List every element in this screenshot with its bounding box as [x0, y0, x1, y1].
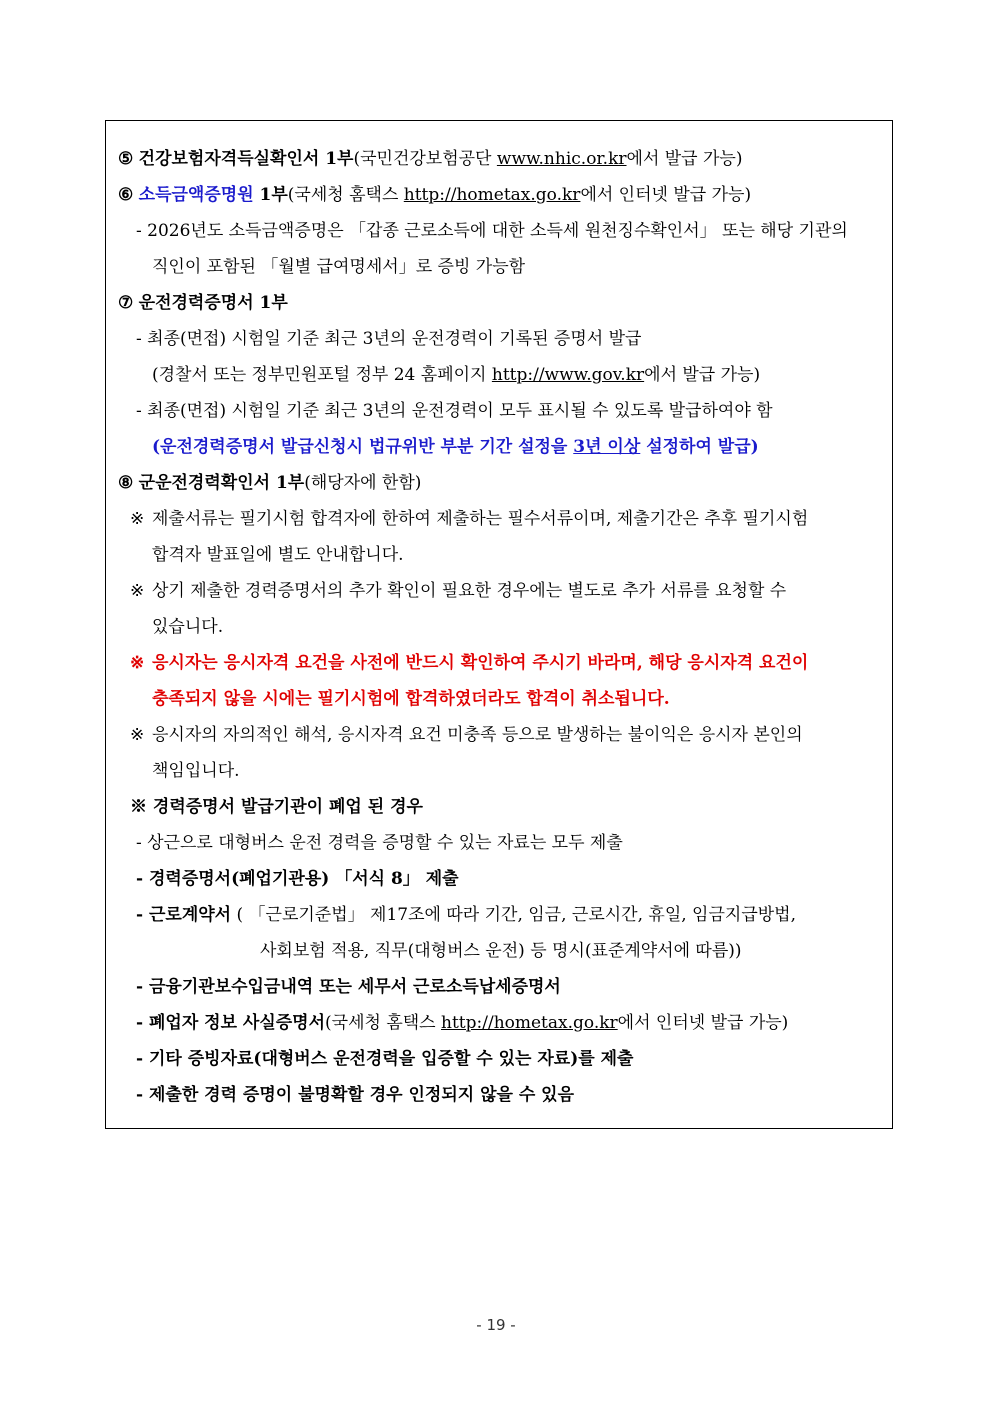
item-7-emphasis	[152, 436, 886, 458]
reference-mark: ※	[130, 653, 145, 673]
item-6-detail: - 2026년도 소득금액증명은 「갑종 근로소득에 대한 소득세 원천징수확인서」 또는 해당 기관의	[136, 221, 848, 241]
note-4	[130, 724, 886, 746]
closure-item	[136, 904, 886, 926]
note-text: 응시자의 자의적인 해석, 응시자격 요건 미충족 등으로 발생하는 불이익은 응시자 본인의	[152, 725, 803, 745]
item-number: ⑤	[118, 149, 134, 169]
note-text: 제출서류는 필기시험 합격자에 한하여 제출하는 필수서류이며, 제출기간은 추후 필기시험	[152, 509, 809, 529]
gov-link[interactable]: http://www.gov.kr	[491, 365, 645, 385]
reference-mark: ※	[130, 509, 145, 529]
note-text: 상기 제출한 경력증명서의 추가 확인이 필요한 경우에는 별도로 추가 서류를 요청할 수	[152, 581, 787, 601]
hometax-link[interactable]: http://hometax.go.kr	[403, 185, 581, 205]
reference-mark: ※	[130, 581, 145, 601]
reference-mark: ※	[130, 725, 145, 745]
item-note: 에서 인터넷 발급 가능)	[580, 185, 752, 205]
item-6	[118, 184, 886, 206]
item-number: ⑥	[118, 185, 134, 205]
note-4-cont: 책임입니다.	[152, 761, 240, 781]
note-2	[130, 580, 886, 602]
note-1-cont: 합격자 발표일에 별도 안내합니다.	[152, 545, 404, 565]
item-7-detail: - 최종(면접) 시험일 기준 최근 3년의 운전경력이 기록된 증명서 발급	[136, 329, 642, 349]
closure-item: - 상근으로 대형버스 운전 경력을 증명할 수 있는 자료는 모두 제출	[136, 833, 623, 853]
page-number: - 19 -	[476, 1316, 516, 1334]
emphasis-text: (운전경력증명서 발급신청시 법규위반 부분 기간 설정을	[152, 437, 574, 457]
detail-text: (경찰서 또는 정부민원포털 정부 24 홈페이지	[152, 365, 492, 385]
closure-item-text: 에서 인터넷 발급 가능)	[617, 1013, 789, 1033]
item-8	[118, 472, 886, 494]
item-number: ⑧	[118, 473, 134, 493]
item-title: 건강보험자격득실확인서 1부	[138, 149, 354, 169]
closure-item: - 제출한 경력 증명이 불명확할 경우 인정되지 않을 수 있음	[136, 1085, 575, 1105]
closure-item: - 금융기관보수입금내역 또는 세무서 근로소득납세증명서	[136, 977, 561, 997]
item-number: ⑦	[118, 293, 134, 313]
item-7-detail	[152, 364, 886, 386]
closure-heading: ※ 경력증명서 발급기관이 폐업 된 경우	[130, 797, 423, 817]
emphasis-underlined: 3년 이상	[573, 437, 641, 457]
closure-item-text: (국세청 홈택스	[325, 1013, 442, 1033]
note-3-warning	[130, 652, 886, 674]
closure-item: - 기타 증빙자료(대형버스 운전경력을 입증할 수 있는 자료)를 제출	[136, 1049, 634, 1069]
closure-item: - 경력증명서(폐업기관용) 「서식 8」 제출	[136, 869, 459, 889]
item-title: 운전경력증명서 1부	[138, 293, 288, 313]
note-2-cont: 있습니다.	[152, 617, 224, 637]
note-3-warning-cont: 충족되지 않을 시에는 필기시험에 합격하였더라도 합격이 취소됩니다.	[152, 689, 670, 709]
emphasis-text: 설정하여 발급)	[640, 437, 759, 457]
hometax-link[interactable]: http://hometax.go.kr	[441, 1013, 618, 1033]
item-note: 에서 발급 가능)	[626, 149, 743, 169]
item-note: (해당자에 한함)	[304, 473, 422, 493]
detail-text: 에서 발급 가능)	[644, 365, 761, 385]
item-7	[118, 292, 886, 314]
item-note: (국민건강보험공단	[353, 149, 497, 169]
item-title-highlight: 소득금액증명원	[138, 185, 254, 205]
item-7-detail: - 최종(면접) 시험일 기준 최근 3년의 운전경력이 모두 표시될 수 있도록 발급하여야 함	[136, 401, 773, 421]
note-1	[130, 508, 886, 530]
item-title: 군운전경력확인서 1부	[138, 473, 305, 493]
item-note: (국세청 홈택스	[287, 185, 404, 205]
item-title: 1부	[253, 185, 288, 205]
closure-item-text: ( 「근로기준법」 제17조에 따라 기간, 임금, 근로시간, 휴일, 임금지급방법,	[231, 905, 796, 925]
closure-item-title: - 폐업자 정보 사실증명서	[136, 1013, 326, 1033]
closure-item	[136, 1012, 886, 1034]
item-6-detail: 직인이 포함된 「월별 급여명세서」로 증빙 가능함	[152, 257, 526, 277]
requirements-box	[105, 120, 893, 1129]
closure-item-cont: 사회보험 적용, 직무(대형버스 운전) 등 명시(표준계약서에 따름))	[260, 941, 742, 961]
warning-text: 응시자는 응시자격 요건을 사전에 반드시 확인하여 주시기 바라며, 해당 응시자격 요건이	[152, 653, 809, 673]
nhic-link[interactable]: www.nhic.or.kr	[496, 149, 627, 169]
item-5	[118, 148, 886, 170]
closure-item-title: - 근로계약서	[136, 905, 232, 925]
